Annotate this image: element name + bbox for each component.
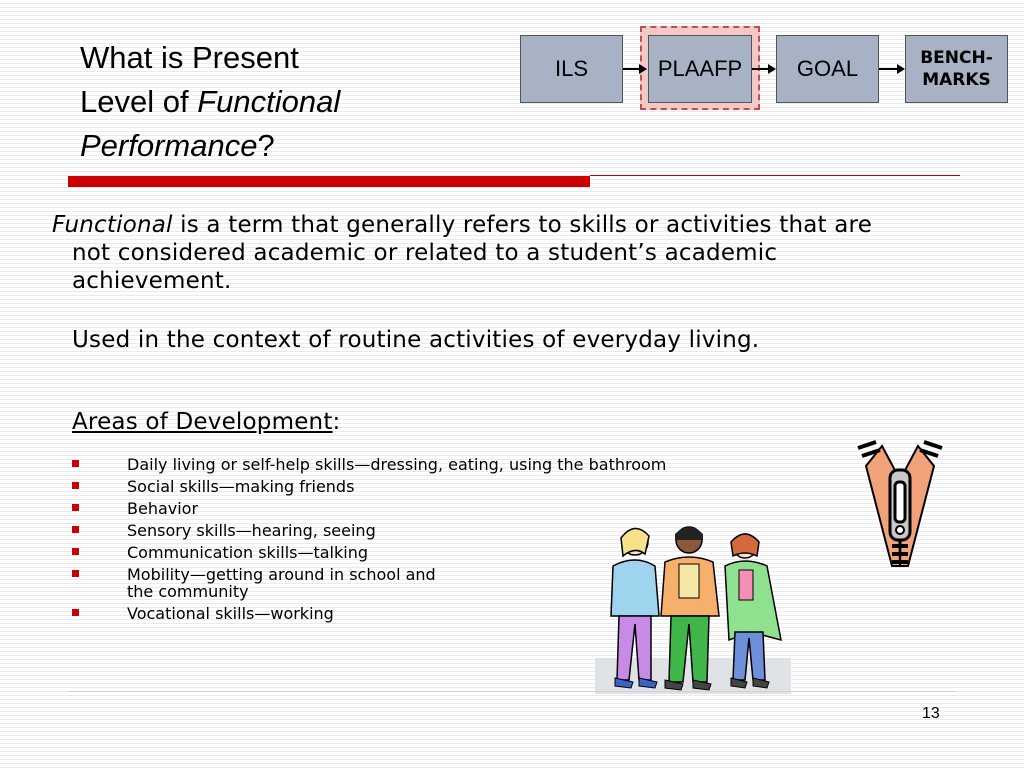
students-illustration	[585, 520, 795, 700]
zipper-icon	[852, 436, 948, 572]
definition-paragraph	[52, 211, 902, 295]
flow-arrow-3	[879, 68, 903, 70]
title-line-3-suffix: ?	[257, 128, 275, 163]
flow-arrow-1	[623, 68, 645, 70]
list-item-text: Mobility—getting around in school and the community	[127, 565, 436, 601]
list-item	[72, 566, 457, 600]
bullet-icon	[72, 570, 79, 577]
page-number: 13	[922, 705, 940, 722]
bullet-icon	[72, 609, 79, 616]
flow-box-benchmarks	[905, 35, 1008, 103]
list-item	[72, 500, 792, 517]
list-item-text: Communication skills—talking	[127, 543, 368, 562]
benchmarks-line-1: BENCH-	[920, 48, 993, 68]
definition-text: is a term that generally refers to skills or activities that are not considered academic or related to a student’s academic achievement.	[72, 212, 873, 294]
title-underline-bar	[68, 176, 590, 187]
list-item	[72, 478, 792, 495]
bullet-icon	[72, 504, 79, 511]
bullet-icon	[72, 548, 79, 555]
title-line-2-prefix: Level of	[80, 84, 198, 119]
areas-heading-colon: :	[332, 409, 341, 435]
bullet-icon	[72, 482, 79, 489]
process-flow	[0, 0, 1024, 120]
list-item	[72, 456, 792, 473]
bullet-icon	[72, 526, 79, 533]
footer-divider	[68, 691, 956, 692]
flow-arrow-2	[752, 68, 774, 70]
bullet-icon	[72, 460, 79, 467]
title-line-1: What is Present	[80, 40, 299, 75]
flow-box-plaafp: PLAAFP	[648, 35, 752, 103]
context-paragraph: Used in the context of routine activities of everyday living.	[72, 327, 760, 353]
flow-box-ils: ILS	[520, 35, 623, 103]
title-underline-thin	[590, 175, 960, 176]
benchmarks-line-2: MARKS	[922, 70, 991, 90]
list-item-text: Social skills—making friends	[127, 477, 355, 496]
areas-heading-text: Areas of Development	[72, 409, 333, 435]
title-line-2-italic: Functional	[197, 84, 341, 119]
list-item-text: Daily living or self-help skills—dressing, eating, using the bathroom	[127, 455, 667, 474]
list-item-text: Behavior	[127, 499, 199, 518]
flow-box-goal: GOAL	[776, 35, 879, 103]
list-item-text: Sensory skills—hearing, seeing	[127, 521, 376, 540]
title-line-3-italic: Performance	[80, 128, 258, 163]
areas-heading	[72, 408, 902, 436]
list-item-text: Vocational skills—working	[127, 604, 334, 623]
definition-term: Functional	[52, 212, 173, 238]
title-line-3	[80, 124, 460, 168]
